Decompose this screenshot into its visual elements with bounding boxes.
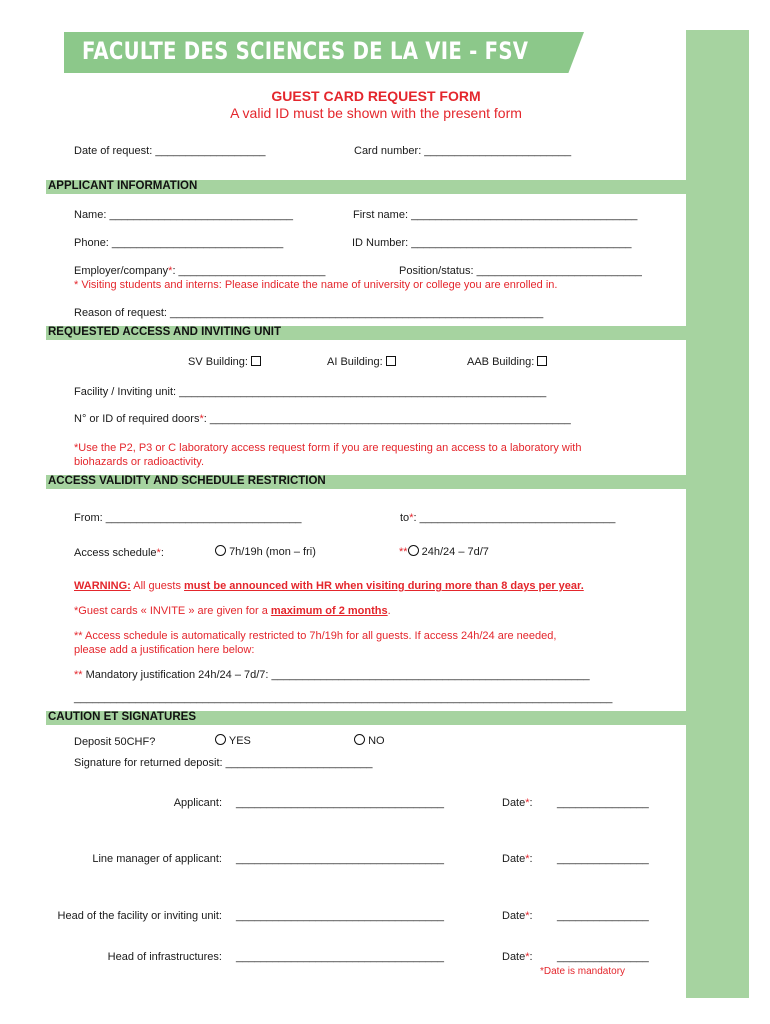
to-field[interactable] [400, 512, 615, 524]
form-subtitle: A valid ID must be shown with the present form [230, 105, 522, 121]
schedule-day-radio[interactable] [215, 545, 226, 556]
from-field[interactable]: From: ________________________________ [74, 512, 302, 524]
applicant-signature-line[interactable]: __________________________________ [236, 797, 445, 809]
first-name-field[interactable]: First name: _____________________________________ [353, 209, 638, 221]
section-applicant-information [46, 180, 706, 194]
auto-restrict-note-line2: please add a justification here below: [74, 644, 255, 656]
access-schedule-label [74, 547, 164, 559]
ai-building-label: AI Building: [327, 356, 383, 368]
id-number-field[interactable]: ID Number: ____________________________________ [352, 237, 632, 249]
facility-head-signature-line[interactable]: __________________________________ [236, 910, 445, 922]
reason-field[interactable]: Reason of request: _____________________________________________________________ [74, 307, 544, 319]
applicant-date-label: Date*: [502, 797, 533, 809]
double-star: ** [399, 546, 408, 558]
section-heading: APPLICANT INFORMATION [48, 180, 198, 192]
line-manager-signature-line[interactable]: __________________________________ [236, 853, 445, 865]
line-manager-date-label: Date*: [502, 853, 533, 865]
facility-head-label: Head of the facility or inviting unit: [57, 910, 222, 922]
section-heading: CAUTION ET SIGNATURES [48, 711, 197, 723]
auto-restrict-note-line1: ** Access schedule is automatically restricted to 7h/19h for all guests. If access 24h/24 are needed, [74, 630, 557, 642]
schedule-day-option[interactable] [215, 545, 316, 558]
employer-line: : ________________________ [172, 265, 326, 277]
name-field[interactable]: Name: ______________________________ [74, 209, 293, 221]
schedule-full-option[interactable] [399, 545, 489, 558]
doors-line: : ___________________________________________________________ [203, 413, 571, 425]
ai-building-checkbox[interactable] [386, 356, 396, 366]
sv-building-option[interactable] [188, 356, 261, 368]
cards-end: . [387, 605, 391, 617]
card-number-field[interactable]: Card number: ________________________ [354, 145, 572, 157]
schedule-full-label: 24h/24 – 7d/7 [421, 546, 489, 558]
lab-note-line2: biohazards or radioactivity. [74, 456, 205, 468]
line-manager-date-line[interactable]: _______________ [557, 853, 649, 865]
justification-line2[interactable]: ________________________________________________________________________________________ [74, 692, 613, 704]
applicant-label: Applicant: [173, 797, 222, 809]
deposit-label: Deposit 50CHF? [74, 736, 156, 748]
required-star: * [525, 951, 530, 963]
employer-label: Employer/company [74, 265, 169, 277]
justification-label: Mandatory justification 24h/24 – 7d/7: ____________________________________________________ [82, 669, 590, 681]
guest-cards-note [74, 605, 391, 617]
date-mandatory-note: *Date is mandatory [540, 966, 626, 977]
to-label: to [400, 512, 410, 524]
deposit-no-radio[interactable] [354, 734, 365, 745]
section-requested-access [46, 326, 706, 340]
date-of-request-field[interactable]: Date of request: __________________ [74, 145, 266, 157]
deposit-signature-field[interactable]: Signature for returned deposit: ________________________ [74, 757, 373, 769]
sv-building-label: SV Building: [188, 356, 248, 368]
infrastructures-head-label: Head of infrastructures: [107, 951, 222, 963]
ai-building-option[interactable] [327, 356, 396, 368]
date-text: Date [502, 853, 526, 865]
required-star: * [168, 265, 173, 277]
doors-field[interactable] [74, 413, 571, 425]
required-star: * [525, 853, 530, 865]
required-star: * [409, 512, 414, 524]
aab-building-option[interactable] [467, 356, 547, 368]
deposit-yes-option[interactable] [215, 734, 251, 747]
facility-head-date-label: Date*: [502, 910, 533, 922]
position-field[interactable]: Position/status: ___________________________ [399, 265, 642, 277]
deposit-no-label: NO [368, 735, 385, 747]
double-star: ** [74, 669, 83, 681]
phone-field[interactable]: Phone: ____________________________ [74, 237, 284, 249]
facility-head-date-line[interactable]: _______________ [557, 910, 649, 922]
infrastructures-head-date-line[interactable]: _______________ [557, 951, 649, 963]
section-access-validity [46, 475, 706, 489]
applicant-date-line[interactable]: _______________ [557, 797, 649, 809]
warning-label: WARNING: [74, 580, 131, 592]
deposit-no-option[interactable] [354, 734, 385, 747]
section-heading: REQUESTED ACCESS AND INVITING UNIT [48, 326, 281, 338]
deposit-yes-radio[interactable] [215, 734, 226, 745]
aab-building-label: AAB Building: [467, 356, 535, 368]
faculty-title: FACULTE DES SCIENCES DE LA VIE - FSV [82, 37, 529, 65]
to-line: : ________________________________ [413, 512, 616, 524]
lab-note-line1: *Use the P2, P3 or C laboratory access request form if you are requesting an access to a laboratory with [74, 442, 582, 454]
section-heading: ACCESS VALIDITY AND SCHEDULE RESTRICTION [48, 475, 326, 487]
infrastructures-head-date-label: Date*: [502, 951, 533, 963]
schedule-full-radio[interactable] [408, 545, 419, 556]
doors-label: N° or ID of required doors [74, 413, 200, 425]
date-text: Date [502, 951, 526, 963]
date-text: Date [502, 797, 526, 809]
cards-text: *Guest cards « INVITE » are given for a [74, 605, 271, 617]
employer-field[interactable] [74, 265, 325, 277]
required-star: * [156, 547, 161, 559]
facility-field[interactable]: Facility / Inviting unit: ____________________________________________________________ [74, 386, 547, 398]
section-caution-signatures [46, 711, 706, 725]
cards-emphasis: maximum of 2 months [270, 605, 388, 617]
aab-building-checkbox[interactable] [537, 356, 547, 366]
right-decorative-bar [686, 30, 749, 998]
justification-field[interactable] [74, 669, 590, 681]
required-star: * [525, 797, 530, 809]
date-text: Date [502, 910, 526, 922]
infrastructures-head-signature-line[interactable]: __________________________________ [236, 951, 445, 963]
required-star: * [199, 413, 204, 425]
required-star: * [525, 910, 530, 922]
circuit-decoration-icon [578, 36, 678, 66]
schedule-colon: : [160, 547, 164, 559]
line-manager-label: Line manager of applicant: [92, 853, 222, 865]
schedule-label-text: Access schedule [74, 547, 157, 559]
students-note: * Visiting students and interns: Please indicate the name of university or college you are enrolled in. [74, 279, 558, 291]
deposit-yes-label: YES [228, 735, 251, 747]
warning-text [74, 580, 584, 592]
sv-building-checkbox[interactable] [251, 356, 261, 366]
warning-emphasis: must be announced with HR when visiting during more than 8 days per year. [184, 580, 584, 592]
schedule-day-label: 7h/19h (mon – fri) [229, 546, 316, 558]
warning-body: All guests [130, 580, 185, 592]
form-title: GUEST CARD REQUEST FORM [271, 88, 481, 104]
